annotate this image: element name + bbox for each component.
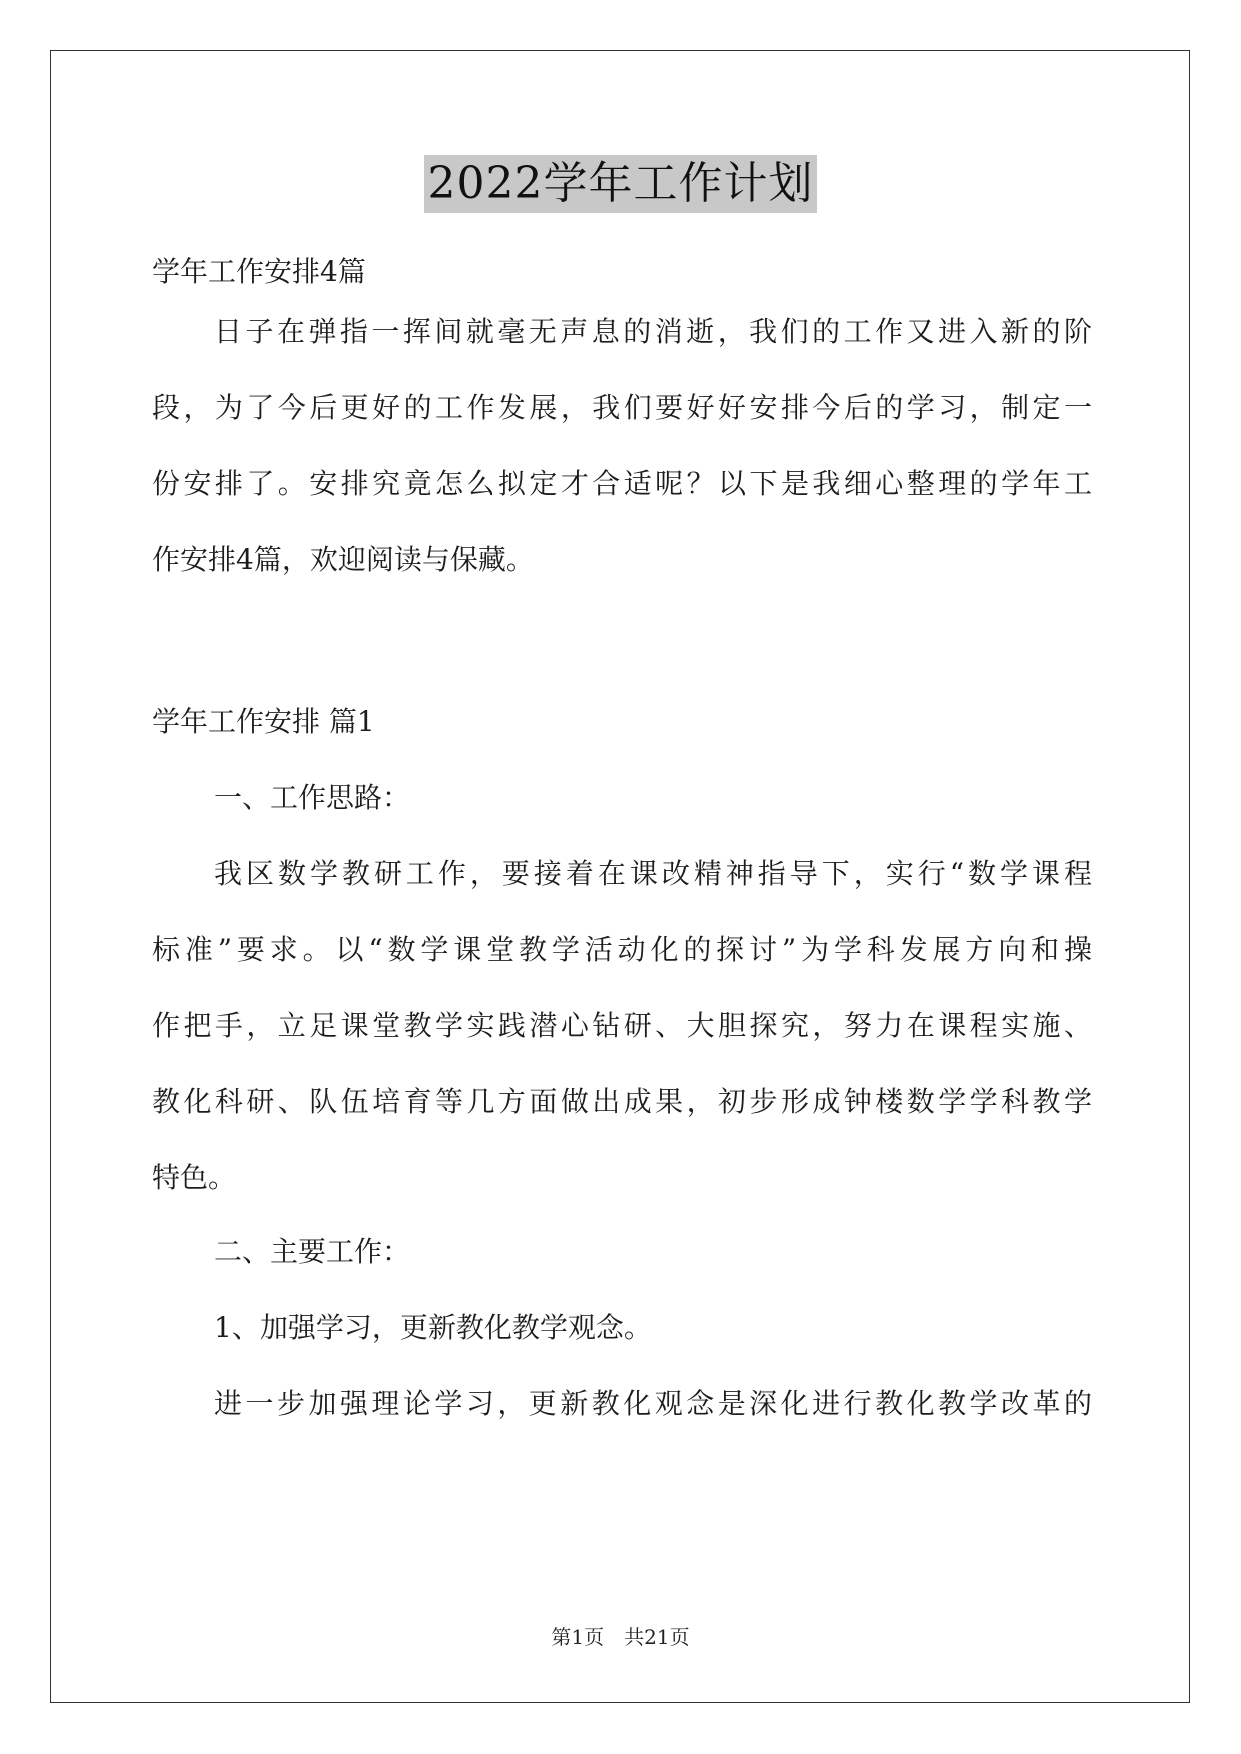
- intro-line-4: 作安排4篇，欢迎阅读与保藏。: [152, 543, 534, 576]
- para-2-line-1: 进一步加强理论学习，更新教化观念是深化进行教化教学改革的: [214, 1387, 1092, 1420]
- heading-main-work: 二、主要工作：: [214, 1235, 411, 1268]
- title-container: [0, 155, 1241, 213]
- para-1-line-4: 教化科研、队伍培育等几方面做出成果，初步形成钟楼数学学科教学: [152, 1085, 1092, 1118]
- heading-work-ideas: 一、工作思路：: [214, 781, 411, 814]
- list-item-1: 1、加强学习，更新教化教学观念。: [214, 1311, 652, 1344]
- page-number: 第1页: [551, 1625, 605, 1649]
- document-title: 2022学年工作计划: [424, 155, 818, 213]
- para-1-line-3: 作把手，立足课堂教学实践潜心钻研、大胆探究，努力在课程实施、: [152, 1009, 1092, 1042]
- para-1-line-1: 我区数学教研工作，要接着在课改精神指导下，实行“数学课程: [214, 857, 1092, 890]
- document-subtitle: 学年工作安排4篇: [152, 255, 366, 288]
- page-footer: [0, 1624, 1241, 1650]
- intro-line-1: 日子在弹指一挥间就毫无声息的消逝，我们的工作又进入新的阶: [214, 315, 1092, 348]
- intro-line-3: 份安排了。安排究竟怎么拟定才合适呢？以下是我细心整理的学年工: [152, 467, 1092, 500]
- section-heading: 学年工作安排 篇1: [152, 705, 375, 738]
- para-1-line-2: 标准”要求。以“数学课堂教学活动化的探讨”为学科发展方向和操: [152, 933, 1092, 966]
- para-1-line-5: 特色。: [152, 1161, 237, 1194]
- page-total: 共21页: [624, 1625, 690, 1649]
- intro-line-2: 段，为了今后更好的工作发展，我们要好好安排今后的学习，制定一: [152, 391, 1092, 424]
